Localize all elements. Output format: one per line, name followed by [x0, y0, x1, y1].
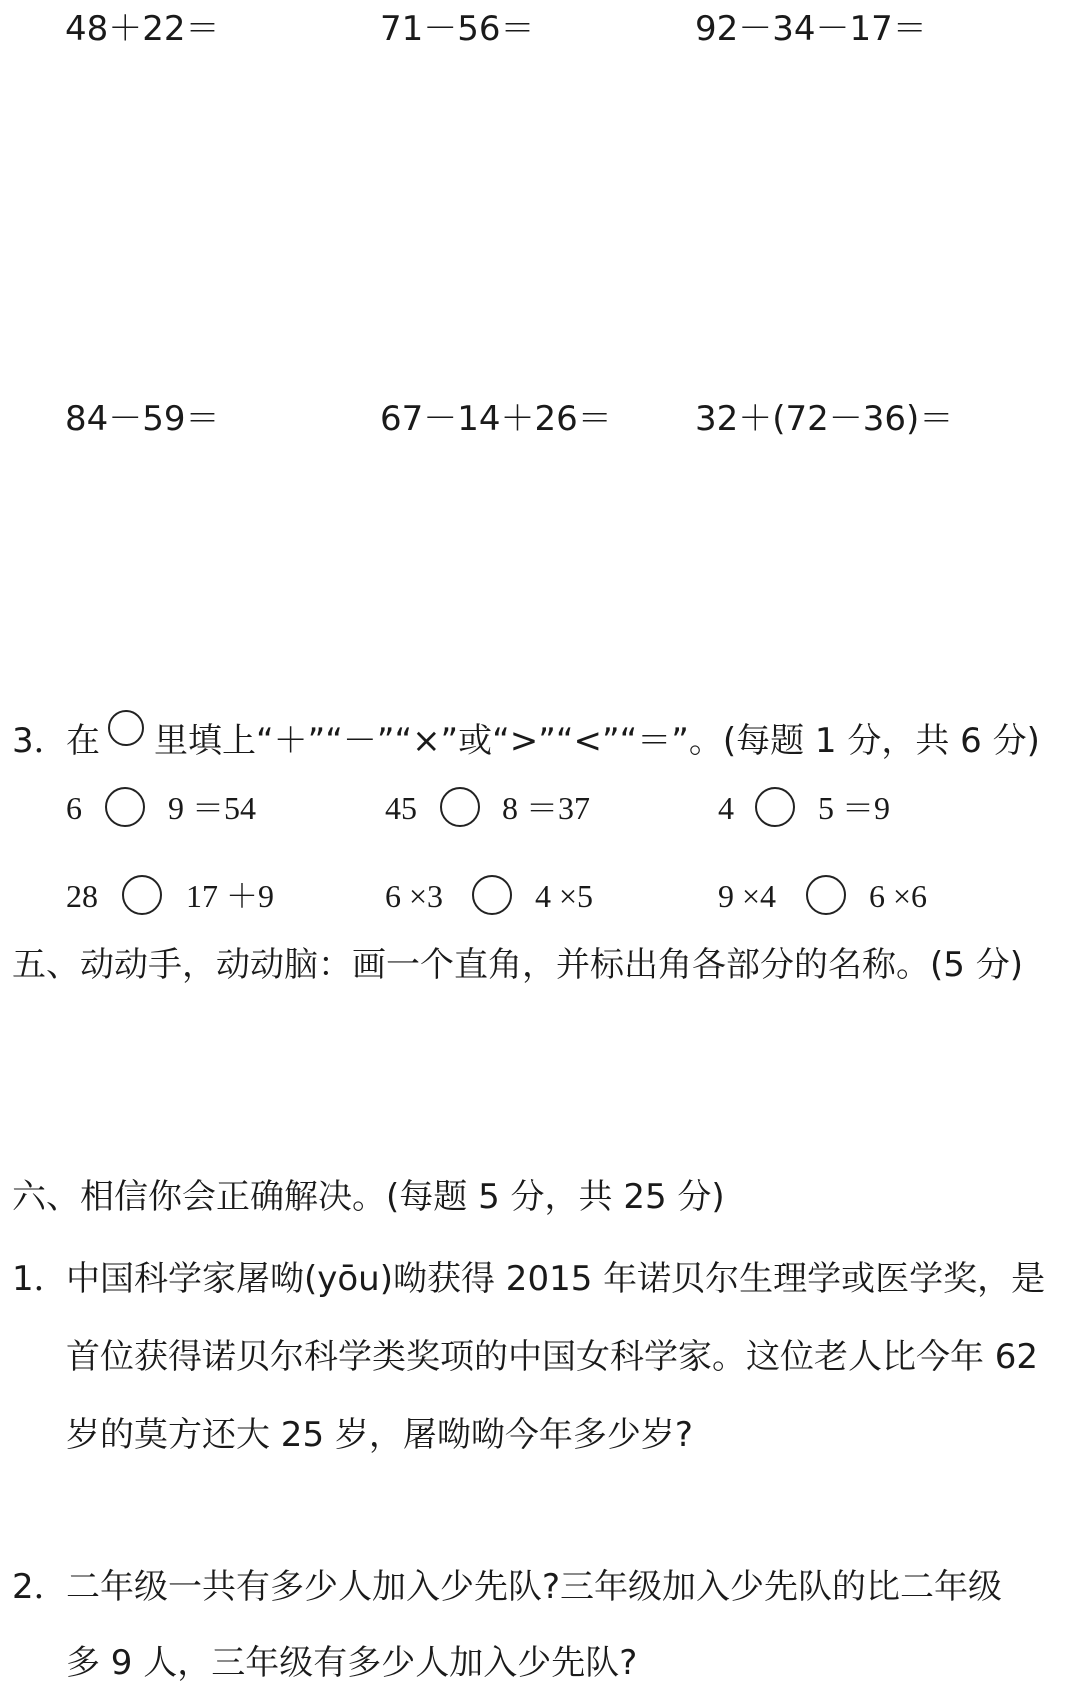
- q3-item-left: 9 ×4: [718, 878, 777, 914]
- q3-prefix: 在: [66, 721, 100, 761]
- calc-item: 48＋22＝: [65, 9, 220, 49]
- problem2-line: 多 9 人，三年级有多少人加入少先队?: [66, 1643, 638, 1683]
- answer-circle[interactable]: [105, 787, 145, 827]
- problem1-line: 中国科学家屠呦(yōu)呦获得 2015 年诺贝尔生理学或医学奖，是: [66, 1259, 1046, 1299]
- answer-circle-icon: [108, 710, 144, 746]
- section5-title: 五、动动手，动动脑：画一个直角，并标出角各部分的名称。(5 分): [12, 945, 1023, 985]
- problem1-line: 岁的莫方还大 25 岁，屠呦呦今年多少岁?: [66, 1415, 693, 1455]
- calc-item: 92－34－17＝: [695, 9, 927, 49]
- q3-item-left: 4: [718, 790, 734, 826]
- answer-circle[interactable]: [755, 787, 795, 827]
- calc-item: 71－56＝: [380, 9, 535, 49]
- answer-circle[interactable]: [806, 875, 846, 915]
- calc-item: 84－59＝: [65, 399, 220, 439]
- answer-circle[interactable]: [440, 787, 480, 827]
- answer-circle[interactable]: [472, 875, 512, 915]
- q3-item-left: 6 ×3: [385, 878, 444, 914]
- q3-number: 3．: [12, 721, 68, 761]
- q3-item-right: 4 ×5: [535, 878, 594, 914]
- q3-item-left: 28: [66, 878, 98, 914]
- q3-item-left: 45: [385, 790, 417, 826]
- q3-item-right: 9 ＝54: [168, 790, 257, 826]
- section6-title: 六、相信你会正确解决。(每题 5 分，共 25 分): [12, 1177, 725, 1217]
- q3-item-left: 6: [66, 790, 82, 826]
- calc-item: 67－14＋26＝: [380, 399, 612, 439]
- problem1-number: 1．: [12, 1259, 68, 1299]
- calc-item: 32＋(72－36)＝: [695, 399, 954, 439]
- q3-item-right: 8 ＝37: [502, 790, 591, 826]
- q3-item-right: 5 ＝9: [818, 790, 891, 826]
- q3-item-right: 17 ＋9: [186, 878, 275, 914]
- problem1-line: 首位获得诺贝尔科学类奖项的中国女科学家。这位老人比今年 62: [66, 1337, 1039, 1377]
- problem2-line: 二年级一共有多少人加入少先队?三年级加入少先队的比二年级: [66, 1567, 1003, 1607]
- answer-circle[interactable]: [122, 875, 162, 915]
- q3-item-right: 6 ×6: [869, 878, 928, 914]
- problem2-number: 2．: [12, 1567, 68, 1607]
- q3-instruction: 里填上“＋”“－”“×”或“>”“<”“＝”。(每题 1 分，共 6 分): [154, 721, 1040, 761]
